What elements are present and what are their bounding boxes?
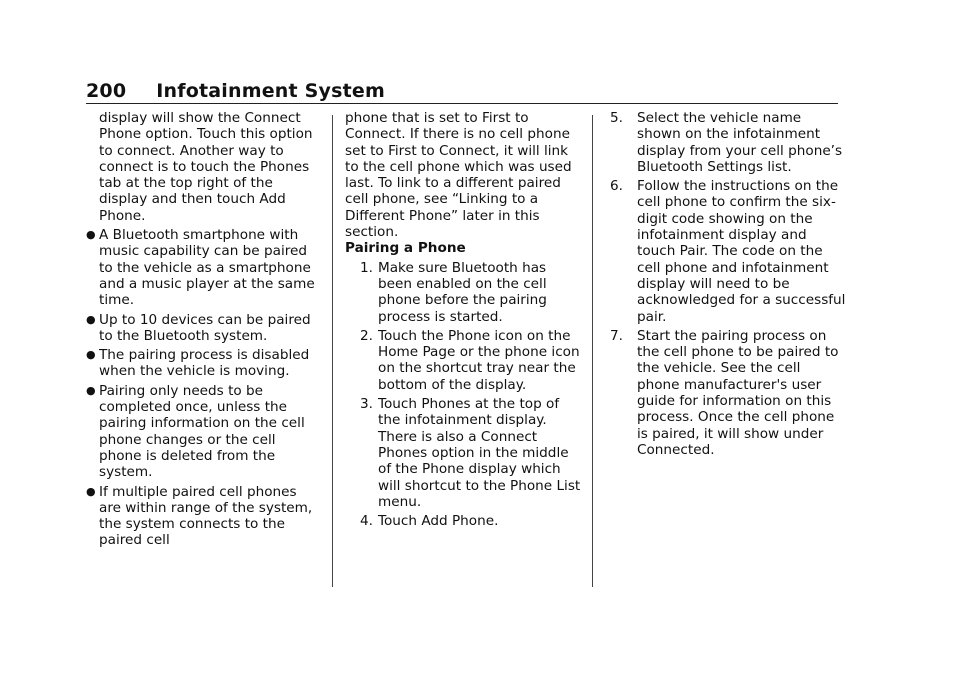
- step-text: Touch the Phone icon on the Home Page or the phone icon on the shortcut tray near the bottom of the display.: [378, 327, 580, 393]
- step-item: [351, 396, 581, 510]
- column-divider: [332, 115, 333, 587]
- section-title: Infotainment System: [156, 80, 385, 102]
- step-number: 5.: [610, 110, 623, 126]
- bullet-text: Pairing only needs to be completed once, unless the pairing information on the cell phone changes or the cell phone is deleted from the system.: [99, 382, 305, 481]
- continued-paragraph: display will show the Connect Phone option. Touch this option to connect. Another way to connect is to touch the Phones tab at the top right of the display and then touch Add Phone.: [99, 110, 313, 224]
- bullet-icon: ●: [86, 383, 96, 397]
- step-item: [351, 513, 581, 529]
- step-number: 7.: [610, 327, 623, 344]
- step-item: [610, 110, 846, 175]
- bullet-icon: ●: [86, 348, 96, 362]
- step-number: 4.: [360, 513, 373, 530]
- step-number: 2.: [360, 327, 373, 344]
- page-header: [86, 80, 385, 102]
- header-rule: [86, 103, 838, 104]
- step-item: [610, 178, 846, 325]
- subheading: Pairing a Phone: [345, 240, 466, 257]
- step-text: Select the vehicle name shown on the infotainment display from your cell phone’s Bluetooth Settings list.: [637, 110, 843, 175]
- bullet-item: [86, 484, 322, 549]
- step-text: Start the pairing process on the cell phone to be paired to the vehicle. See the cell phone manufacturer's user guide for information on this process. Once the cell phone is paired, it will show under Connected.: [637, 327, 839, 458]
- step-text: Touch Add Phone.: [378, 513, 499, 530]
- bullet-icon: ●: [86, 484, 96, 498]
- step-text: Make sure Bluetooth has been enabled on the cell phone before the pairing process is started.: [378, 259, 547, 325]
- bullet-item: [86, 347, 322, 380]
- column-3: [610, 110, 846, 458]
- bullet-item: [86, 312, 322, 345]
- step-item: [351, 260, 581, 325]
- bullet-text: The pairing process is disabled when the vehicle is moving.: [99, 347, 310, 380]
- bullet-text: Up to 10 devices can be paired to the Bluetooth system.: [99, 311, 311, 344]
- column-divider: [592, 115, 593, 587]
- step-text: Touch Phones at the top of the infotainment display. There is also a Connect Phones option in the middle of the Phone display which will shortcut to the Phone List menu.: [378, 396, 581, 510]
- bullet-icon: ●: [86, 312, 96, 326]
- column-2: [345, 110, 581, 529]
- step-number: 6.: [610, 178, 623, 195]
- step-item: [610, 328, 846, 458]
- bullet-text: If multiple paired cell phones are within range of the system, the system connects to the paired cell: [99, 483, 313, 549]
- bullet-item: [86, 227, 322, 308]
- step-number: 1.: [360, 259, 373, 276]
- step-item: [351, 328, 581, 393]
- column-1: [86, 110, 322, 549]
- bullet-item: [86, 383, 322, 481]
- bullet-text: A Bluetooth smartphone with music capability can be paired to the vehicle as a smartphone and a music player at the same time.: [99, 227, 315, 309]
- page-number: 200: [86, 80, 127, 102]
- step-number: 3.: [360, 396, 373, 413]
- continued-paragraph: phone that is set to First to Connect. If there is no cell phone set to First to Connect, it will link to the cell phone which was used last. To link to a different paired cell phone, see “Linking to a Different Phone” later in this section.: [345, 110, 572, 241]
- bullet-icon: ●: [86, 228, 96, 242]
- step-text: Follow the instructions on the cell phone to confirm the six-digit code showing on the infotainment display and touch Pair. The code on the cell phone and infotainment display will need to be acknowledged for a successful pair.: [637, 178, 846, 325]
